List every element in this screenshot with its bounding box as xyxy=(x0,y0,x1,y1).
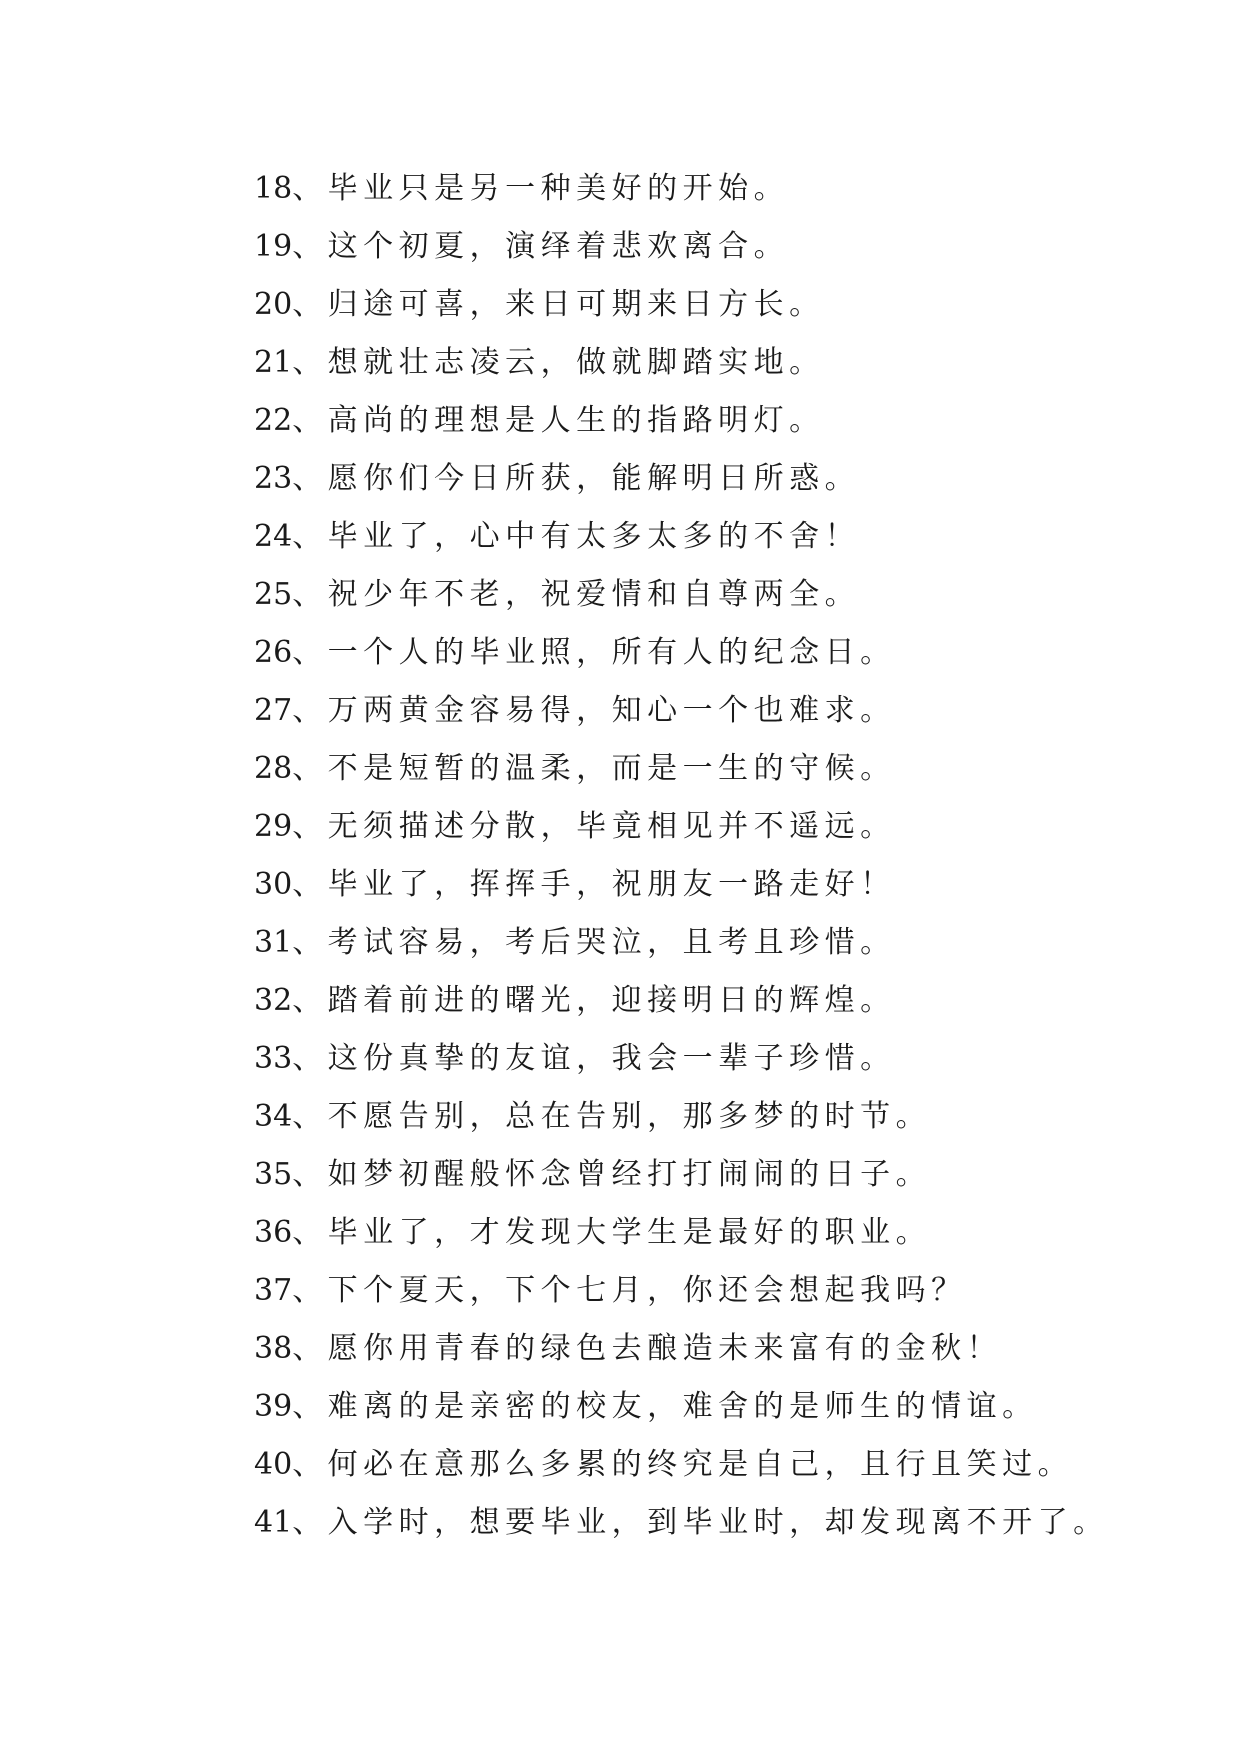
item-text: 、踏着前进的曙光，迎接明日的辉煌。 xyxy=(292,983,896,1018)
list-item xyxy=(254,856,1194,914)
list-item xyxy=(254,566,1194,624)
list-item xyxy=(254,914,1194,972)
item-number: 41 xyxy=(254,1505,293,1540)
item-text: 、高尚的理想是人生的指路明灯。 xyxy=(292,403,825,438)
item-text: 、不愿告别，总在告别，那多梦的时节。 xyxy=(292,1099,932,1134)
item-text: 、无须描述分散，毕竟相见并不遥远。 xyxy=(292,809,896,844)
item-text: 、愿你们今日所获，能解明日所惑。 xyxy=(292,461,861,496)
item-text: 、毕业了，挥挥手，祝朋友一路走好！ xyxy=(292,867,896,902)
item-number: 25 xyxy=(254,577,293,612)
item-number: 23 xyxy=(254,461,293,496)
item-text: 、归途可喜，来日可期来日方长。 xyxy=(292,287,825,322)
list-item xyxy=(254,1262,1194,1320)
item-text: 、考试容易，考后哭泣，且考且珍惜。 xyxy=(292,925,896,960)
item-number: 39 xyxy=(254,1389,293,1424)
item-text: 、下个夏天，下个七月，你还会想起我吗？ xyxy=(292,1273,967,1308)
list-item xyxy=(254,682,1194,740)
list-item xyxy=(254,160,1194,218)
item-text: 、如梦初醒般怀念曾经打打闹闹的日子。 xyxy=(292,1157,932,1192)
item-number: 22 xyxy=(254,403,293,438)
item-text: 、难离的是亲密的校友，难舍的是师生的情谊。 xyxy=(292,1389,1038,1424)
list-item xyxy=(254,508,1194,566)
item-number: 26 xyxy=(254,635,293,670)
list-item xyxy=(254,1204,1194,1262)
item-text: 、入学时，想要毕业，到毕业时，却发现离不开了。 xyxy=(292,1505,1109,1540)
item-number: 27 xyxy=(254,693,293,728)
item-text: 、毕业了，心中有太多太多的不舍！ xyxy=(292,519,861,554)
item-number: 36 xyxy=(254,1215,293,1250)
item-number: 35 xyxy=(254,1157,293,1192)
item-text: 、何必在意那么多累的终究是自己，且行且笑过。 xyxy=(292,1447,1074,1482)
list-item xyxy=(254,972,1194,1030)
item-number: 20 xyxy=(254,287,293,322)
list-item xyxy=(254,1436,1194,1494)
list-item xyxy=(254,1146,1194,1204)
item-text: 、想就壮志凌云，做就脚踏实地。 xyxy=(292,345,825,380)
list-item xyxy=(254,1030,1194,1088)
list-item xyxy=(254,1088,1194,1146)
list-item xyxy=(254,1494,1194,1552)
list-item xyxy=(254,218,1194,276)
item-number: 37 xyxy=(254,1273,293,1308)
item-text: 、万两黄金容易得，知心一个也难求。 xyxy=(292,693,896,728)
item-number: 28 xyxy=(254,751,293,786)
item-text: 、毕业了，才发现大学生是最好的职业。 xyxy=(292,1215,932,1250)
item-number: 21 xyxy=(254,345,293,380)
item-text: 、这份真挚的友谊，我会一辈子珍惜。 xyxy=(292,1041,896,1076)
item-number: 29 xyxy=(254,809,293,844)
item-number: 38 xyxy=(254,1331,293,1366)
item-text: 、祝少年不老，祝爱情和自尊两全。 xyxy=(292,577,861,612)
item-text: 、这个初夏，演绎着悲欢离合。 xyxy=(292,229,790,264)
item-text: 、愿你用青春的绿色去酿造未来富有的金秋！ xyxy=(292,1331,1003,1366)
quote-list xyxy=(254,160,1194,1552)
list-item xyxy=(254,624,1194,682)
item-number: 30 xyxy=(254,867,293,902)
item-text: 、毕业只是另一种美好的开始。 xyxy=(292,171,790,206)
item-number: 40 xyxy=(254,1447,293,1482)
item-number: 32 xyxy=(254,983,293,1018)
item-number: 31 xyxy=(254,925,293,960)
item-text: 、一个人的毕业照，所有人的纪念日。 xyxy=(292,635,896,670)
item-number: 18 xyxy=(254,171,293,206)
list-item xyxy=(254,798,1194,856)
list-item xyxy=(254,1320,1194,1378)
list-item xyxy=(254,334,1194,392)
list-item xyxy=(254,450,1194,508)
item-number: 34 xyxy=(254,1099,293,1134)
list-item xyxy=(254,392,1194,450)
item-number: 19 xyxy=(254,229,293,264)
item-number: 24 xyxy=(254,519,293,554)
item-number: 33 xyxy=(254,1041,293,1076)
list-item xyxy=(254,276,1194,334)
item-text: 、不是短暂的温柔，而是一生的守候。 xyxy=(292,751,896,786)
list-item xyxy=(254,740,1194,798)
list-item xyxy=(254,1378,1194,1436)
